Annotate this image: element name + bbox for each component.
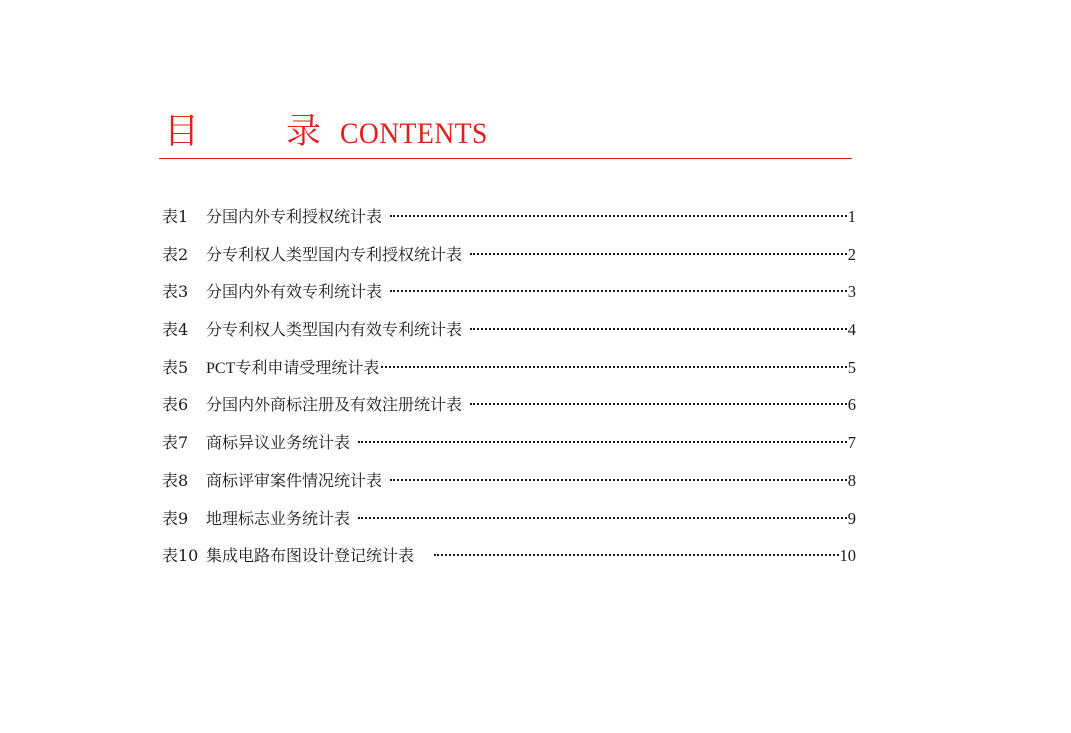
toc-title-char-2: 录 — [286, 112, 322, 152]
toc-entry[interactable] — [162, 273, 856, 311]
toc-entry[interactable] — [162, 500, 856, 538]
toc-entry-title: 商标异议业务统计表 — [206, 433, 351, 453]
toc-entry-label: 表10 — [162, 546, 199, 566]
dot-leader — [470, 328, 847, 330]
dot-leader — [434, 554, 838, 556]
dot-leader — [390, 215, 847, 217]
toc-entry-title: 分专利权人类型国内有效专利统计表 — [206, 320, 463, 340]
toc-entry[interactable] — [162, 424, 856, 462]
toc-entry-page: 9 — [847, 508, 856, 528]
toc-entry-label: 表4 — [162, 320, 189, 340]
toc-entry-page: 2 — [847, 244, 856, 264]
toc-entry-page: 10 — [839, 546, 856, 566]
toc-entry-label: 表5 — [162, 357, 189, 377]
toc-entry-page: 1 — [847, 207, 856, 226]
toc-entry-label: 表1 — [162, 207, 189, 226]
toc-entry-label: 表8 — [162, 470, 189, 490]
toc-entry[interactable] — [162, 311, 856, 349]
toc-entry-page: 6 — [847, 395, 856, 415]
toc-entry-page: 5 — [847, 357, 856, 377]
dot-leader — [470, 403, 847, 405]
toc-entry[interactable] — [162, 462, 856, 500]
dot-leader — [390, 290, 847, 292]
toc-entry-label: 表7 — [162, 433, 189, 453]
toc-entry-title: 分国内外商标注册及有效注册统计表 — [206, 395, 463, 415]
toc-entry-page: 8 — [847, 470, 856, 490]
toc-entry-page: 4 — [847, 320, 856, 340]
toc-entry-label: 表2 — [162, 244, 189, 264]
toc-entry-title: PCT专利申请受理统计表 — [206, 359, 380, 377]
dot-leader — [358, 441, 847, 443]
toc-entry[interactable] — [162, 236, 856, 274]
toc-entry-title: 商标评审案件情况统计表 — [206, 470, 383, 490]
toc-entry-title: 分国内外专利授权统计表 — [206, 207, 383, 226]
toc-header — [160, 108, 852, 158]
dot-leader — [381, 366, 846, 368]
toc-entry-title: 分国内外有效专利统计表 — [206, 282, 383, 302]
toc-entry-title: 分专利权人类型国内专利授权统计表 — [206, 244, 463, 264]
toc-entry-page: 7 — [847, 433, 856, 453]
toc-entry-label: 表9 — [162, 508, 189, 528]
toc-entry[interactable] — [162, 537, 856, 575]
dot-leader — [358, 517, 847, 519]
toc-entry[interactable] — [162, 386, 856, 424]
toc-title-char-1: 目 — [164, 112, 200, 152]
header-divider — [159, 158, 852, 159]
toc-entry-label: 表3 — [162, 282, 189, 302]
toc-entry[interactable] — [162, 198, 856, 236]
toc-entry-title: 集成电路布图设计登记统计表 — [206, 546, 415, 566]
toc-entry[interactable] — [162, 349, 856, 387]
toc-entry-label: 表6 — [162, 395, 189, 415]
dot-leader — [470, 253, 847, 255]
dot-leader — [390, 479, 847, 481]
toc-list — [162, 198, 856, 575]
toc-entry-title: 地理标志业务统计表 — [206, 508, 351, 528]
toc-entry-page: 3 — [847, 282, 856, 302]
toc-title-english: CONTENTS — [340, 117, 488, 150]
